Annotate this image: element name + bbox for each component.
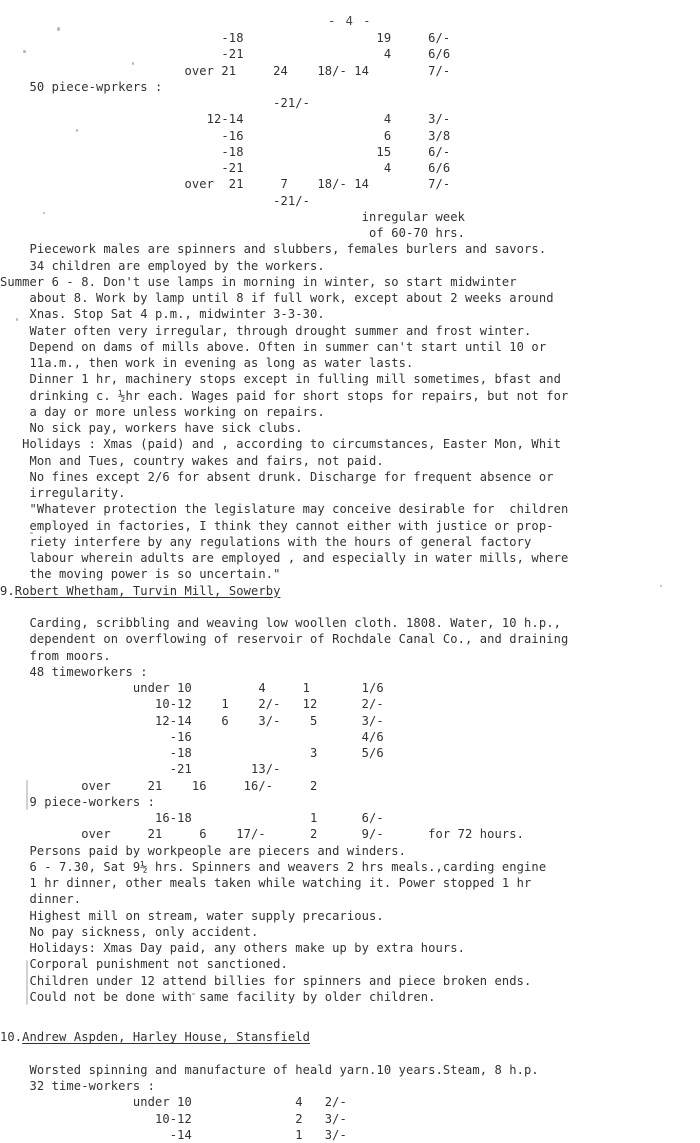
table-row: -18 19 6/- (0, 31, 451, 45)
paragraph-line: Xnas. Stop Sat 4 p.m., midwinter 3-3-30. (0, 307, 325, 322)
paragraph-line: the moving power is so uncertain." (0, 567, 281, 582)
paragraph-line: Mon and Tues, country wakes and fairs, not paid. (0, 453, 384, 468)
section-title: Andrew Aspden, Harley House, Stansfield (22, 1030, 311, 1045)
table-row: -21 4 6/6 (0, 47, 451, 62)
paragraph-line: about 8. Work by lamp until 8 if full work, except about 2 weeks around (0, 291, 554, 305)
paragraph-line: Holidays : Xmas (paid) and , according to circumstances, Easter Mon, Whit (0, 437, 561, 452)
table-row: -21/- (0, 96, 311, 110)
paragraph-line: Dinner 1 hr, machinery stops except in fulling mill sometimes, bfast and (0, 372, 561, 387)
paragraph-line: 11a.m., then work in evening as long as water lasts. (0, 356, 414, 370)
paragraph-line: Water often very irregular, through drought summer and frost winter. (0, 323, 532, 338)
table-row: -18 3 5/6 (0, 746, 384, 760)
paragraph-line: No pay sickness, only accident. (0, 924, 259, 939)
table-row: under 10 4 2/- (0, 1095, 347, 1110)
pieceworkers-label: 50 piece-wprkers : (0, 79, 163, 94)
paragraph-line: Depend on dams of mills above. Often in summer can't start until 10 or (0, 339, 547, 354)
page-folio: - 4 - (328, 14, 372, 28)
table-row: over 21 6 17/- 2 9/- for 72 hours. (0, 827, 525, 842)
table-row: 10-12 2 3/- (0, 1111, 347, 1126)
spacer (0, 1021, 700, 1029)
section-heading-10 (0, 1029, 700, 1045)
paragraph-line: Worsted spinning and manufacture of heald yarn.10 years.Steam, 8 h.p. (0, 1062, 539, 1077)
spacer (0, 1005, 700, 1021)
paragraph-line: dependent on overflowing of reservoir of Rochdale Canal Co., and draining (0, 632, 569, 647)
paragraph-line: from moors. (0, 648, 111, 663)
section-number: 9. (0, 583, 15, 598)
table-row: 10-12 1 2/- 12 2/- (0, 697, 384, 712)
paragraph-line: a day or more unless working on repairs. (0, 404, 325, 419)
table-row: -14 1 3/- (0, 1127, 347, 1142)
spacer (0, 1046, 700, 1062)
paragraph-line: 34 children are employed by the workers. (0, 258, 325, 273)
paragraph-line: drinking c. ½hr each. Wages paid for short stops for repairs, but not for (0, 388, 569, 403)
paragraph-line: Corporal punishment not sanctioned. (0, 957, 288, 972)
paragraph-line: Persons paid by workpeople are piecers and winders. (0, 843, 406, 858)
paragraph-line: "Whatever protection the legislature may conceive desirable for children (0, 502, 569, 517)
table-row: -21 4 6/6 (0, 161, 451, 175)
table-row: 12-14 4 3/- (0, 112, 451, 127)
paragraph-line: No fines except 2/6 for absent drunk. Discharge for frequent absence or (0, 469, 554, 484)
table-row: -21/- (0, 193, 311, 208)
paragraph-line: Holidays: Xmas Day paid, any others make up by extra hours. (0, 941, 466, 955)
hours-note: inregular week (0, 209, 466, 224)
paragraph-line: labour wherein adults are employed , and especially in water mills, where (0, 551, 569, 565)
paragraph-line: Piecework males are spinners and slubbers, females burlers and savors. (0, 242, 547, 257)
paragraph-line: irregularity. (0, 486, 126, 500)
table-row: -16 4/6 (0, 729, 384, 744)
paragraph-line: Could not be done with same facility by older children. (0, 989, 436, 1004)
table-row: over 21 16 16/- 2 (0, 778, 318, 793)
paragraph-line: Summer 6 - 8. Don't use lamps in morning in winter, so start midwinter (0, 274, 517, 289)
paragraph-line: Highest mill on stream, water supply precarious. (0, 908, 384, 923)
table-row: -21 13/- (0, 762, 281, 777)
paragraph-line: No sick pay, workers have sick clubs. (0, 421, 303, 435)
table-row: under 10 4 1 1/6 (0, 681, 384, 695)
paragraph-line: riety interfere by any regulations with the hours of general factory (0, 534, 532, 549)
paragraph-line: 1 hr dinner, other meals taken while watching it. Power stopped 1 hr (0, 876, 532, 890)
table-row: -18 15 6/- (0, 144, 451, 159)
paragraph-line: Children under 12 attend billies for spinners and piece broken ends. (0, 973, 532, 988)
paragraph-line: employed in factories, I think they cannot either with justice or prop- (0, 518, 554, 533)
document-body (0, 30, 700, 1143)
table-row: over 21 24 18/- 14 7/- (0, 63, 451, 78)
timeworkers-label: 32 time-workers : (0, 1079, 156, 1093)
section-title: Robert Whetham, Turvin Mill, Sowerby (14, 583, 281, 598)
table-row: over 21 7 18/- 14 7/- (0, 177, 451, 192)
spacer (0, 599, 700, 615)
timeworkers-label: 48 timeworkers : (0, 664, 148, 679)
paragraph-line: Carding, scribbling and weaving low woollen cloth. 1808. Water, 10 h.p., (0, 616, 561, 630)
table-row: 16-18 1 6/- (0, 811, 384, 825)
table-row: 12-14 6 3/- 5 3/- (0, 713, 384, 728)
pieceworkers-label: 9 piece-workers : (0, 794, 156, 809)
section-number: 10. (0, 1030, 23, 1045)
paragraph-line: dinner. (0, 892, 82, 907)
section-heading-9 (0, 583, 700, 599)
table-row: -16 6 3/8 (0, 128, 451, 143)
hours-note: of 60-70 hrs. (0, 226, 466, 240)
paragraph-line: 6 - 7.30, Sat 9½ hrs. Spinners and weavers 2 hrs meals.,carding engine (0, 859, 547, 874)
